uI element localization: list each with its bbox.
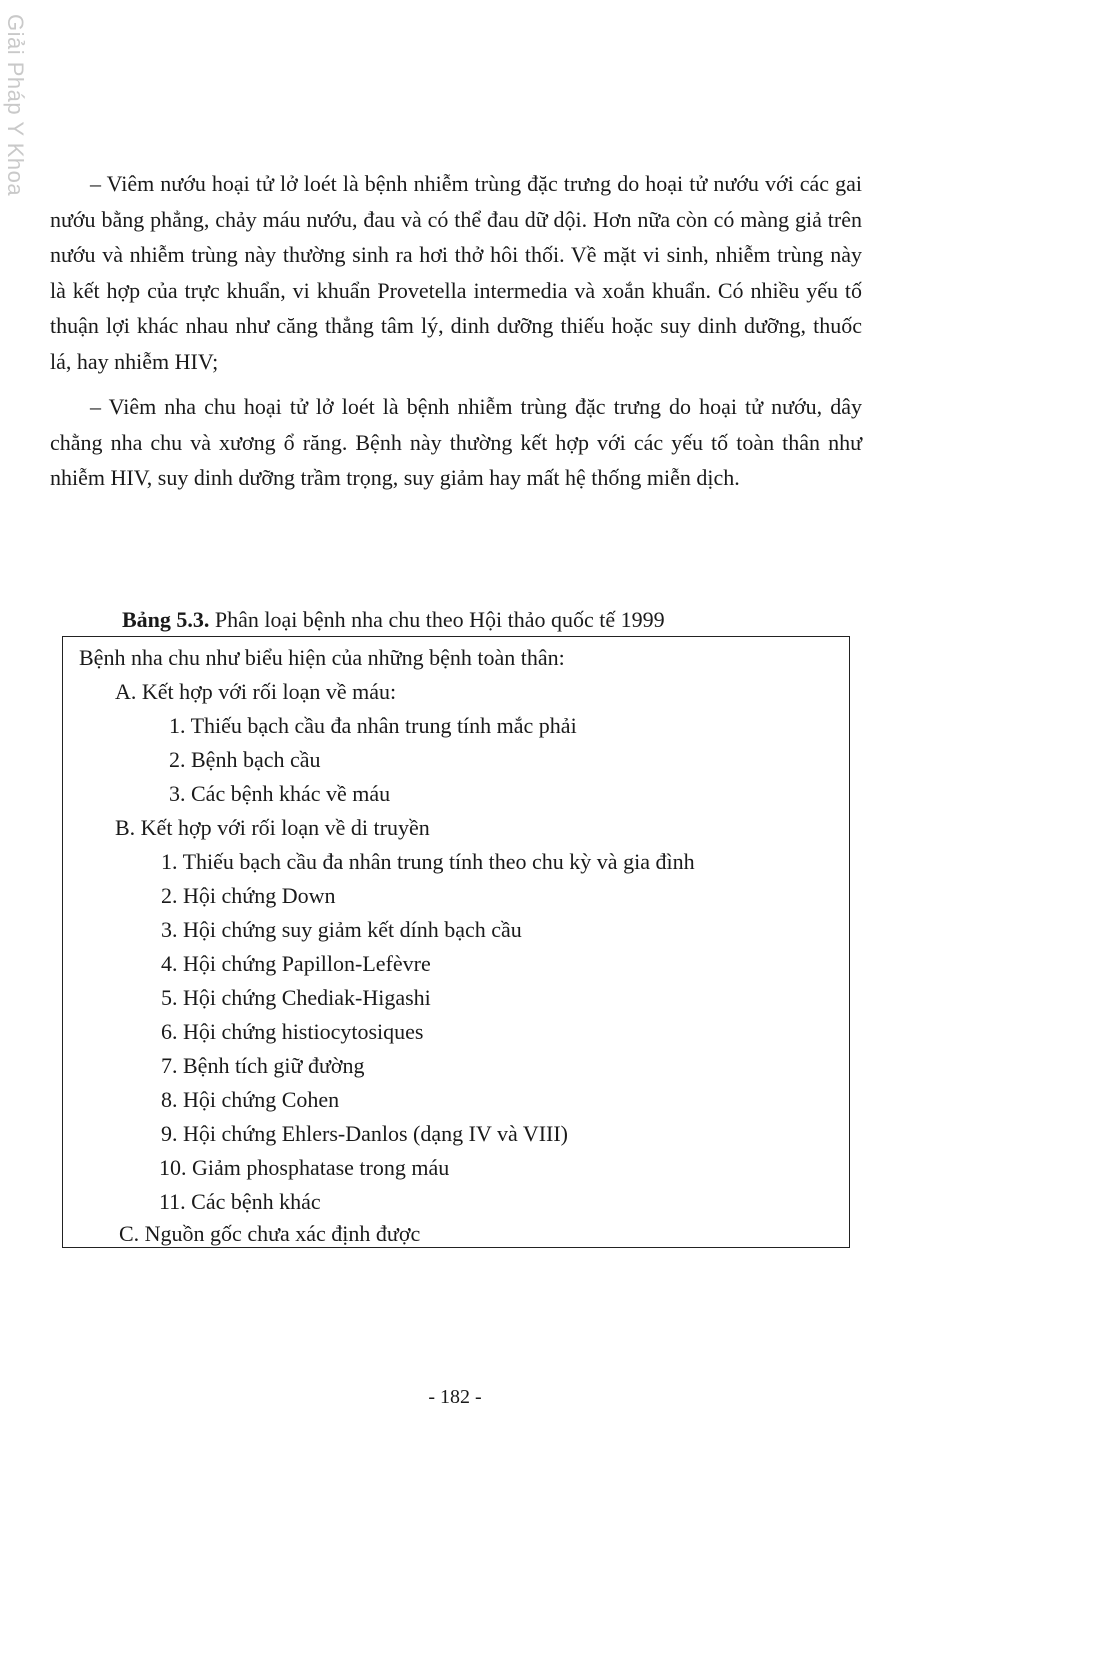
table-caption: [122, 605, 665, 635]
group-b-item: 10. Giảm phosphatase trong máu: [159, 1155, 450, 1180]
group-a-title: A. Kết hợp với rối loạn về máu:: [115, 679, 397, 704]
table-caption-text: Phân loại bệnh nha chu theo Hội thảo quốc tế 1999: [209, 607, 665, 632]
group-b-item: 4. Hội chứng Papillon-Lefèvre: [161, 951, 431, 976]
group-b-title: B. Kết hợp với rối loạn về di truyền: [115, 815, 430, 840]
body-text: [50, 166, 862, 506]
table-heading: Bệnh nha chu như biểu hiện của những bệnh toàn thân:: [79, 645, 565, 670]
classification-table: [62, 636, 850, 1248]
group-b-item: 11. Các bệnh khác: [159, 1189, 321, 1214]
paragraph-necrotizing-periodontitis: – Viêm nha chu hoại tử lở loét là bệnh nhiễm trùng đặc trưng do hoại tử nướu, dây chằng nha chu và xương ổ răng. Bệnh này thường kết hợp với các yếu tố toàn thân như nhiễm HIV, suy dinh dưỡng trầm trọng, suy giảm hay mất hệ thống miễn dịch.: [50, 394, 862, 490]
group-b-item: 5. Hội chứng Chediak-Higashi: [161, 985, 431, 1010]
group-b-item: 9. Hội chứng Ehlers-Danlos (dạng IV và VIII): [161, 1121, 569, 1146]
table-caption-label: Bảng 5.3.: [122, 607, 210, 632]
group-b-item: 1. Thiếu bạch cầu đa nhân trung tính theo chu kỳ và gia đình: [161, 849, 695, 874]
group-a-item: 1. Thiếu bạch cầu đa nhân trung tính mắc phải: [169, 713, 577, 738]
group-a-item: 3. Các bệnh khác về máu: [169, 781, 391, 806]
group-b-item: 8. Hội chứng Cohen: [161, 1087, 340, 1112]
group-c-title: C. Nguồn gốc chưa xác định được: [119, 1221, 421, 1246]
page-number: - 182 -: [428, 1386, 482, 1408]
paragraph-necrotizing-gingivitis: – Viêm nướu hoại tử lở loét là bệnh nhiễm trùng đặc trưng do hoại tử nướu với các gai nướu bằng phẳng, chảy máu nướu, đau và có thể đau dữ dội. Hơn nữa còn có màng giả trên nướu và nhiễm trùng này thường sinh ra hơi thở hôi thối. Về mặt vi sinh, nhiễm trùng này là kết hợp của trực khuẩn, vi khuẩn Provetella intermedia và xoắn khuẩn. Có nhiều yếu tố thuận lợi khác nhau như căng thẳng tâm lý, dinh dưỡng thiếu hoặc suy dinh dưỡng, thuốc lá, hay nhiễm HIV;: [50, 171, 862, 374]
group-b-item: 2. Hội chứng Down: [161, 883, 336, 908]
group-b-item: 6. Hội chứng histiocytosiques: [161, 1019, 424, 1044]
group-b-item: 7. Bệnh tích giữ đường: [161, 1053, 365, 1078]
watermark-text: Giải Pháp Y Khoa: [3, 14, 28, 197]
group-b-item: 3. Hội chứng suy giảm kết dính bạch cầu: [161, 917, 522, 942]
group-a-item: 2. Bệnh bạch cầu: [169, 747, 321, 772]
